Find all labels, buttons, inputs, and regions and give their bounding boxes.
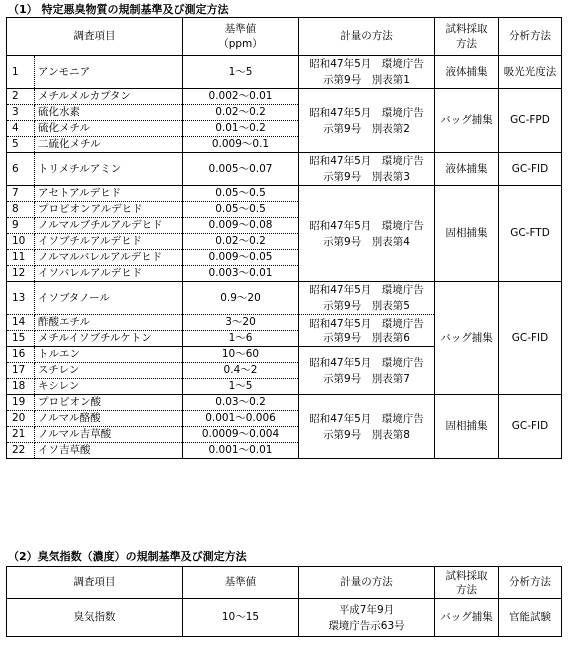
row-name: ノルマルブチルアルデヒド [35, 218, 183, 234]
header-sampling-line1: 試料採取 [445, 22, 488, 35]
row-number: 11 [7, 250, 35, 266]
row-name: ノルマル酪酸 [35, 411, 183, 427]
method-cell [299, 282, 435, 315]
row-number: 7 [7, 186, 35, 202]
method-cell [299, 599, 435, 637]
row-name: キシレン [35, 379, 183, 395]
row-number: 19 [7, 395, 35, 411]
row-standard: 1～5 [183, 56, 299, 89]
analysis-cell: GC-FTD [499, 186, 562, 282]
row-standard: 0.009～0.1 [183, 137, 299, 153]
table-row [7, 282, 562, 315]
row-number: 1 [7, 56, 35, 89]
sampling-cell: バッグ捕集 [435, 599, 499, 637]
method-cell [299, 395, 435, 459]
header-sampling-line2: 方法 [456, 37, 477, 50]
header-sampling-line2: 方法 [456, 583, 477, 596]
method-line: 示第9号 別表第4 [323, 235, 410, 248]
method-line: 平成7年9月 [338, 603, 395, 616]
row-name: イソブタノール [35, 282, 183, 315]
row-standard: 0.001～0.01 [183, 443, 299, 459]
table-row [7, 186, 562, 202]
row-name: メチルメルカプタン [35, 89, 183, 105]
row-name: イソバレルアルデヒド [35, 266, 183, 282]
header-sampling-line1: 試料採取 [445, 569, 488, 582]
method-line: 昭和47年5月 環境庁告 [309, 317, 424, 330]
row-name: トルエン [35, 347, 183, 363]
row-number: 22 [7, 443, 35, 459]
row-name: 硫化水素 [35, 105, 183, 121]
header-item: 調査項目 [7, 567, 183, 599]
row-standard: 1～6 [183, 331, 299, 347]
row-number: 2 [7, 89, 35, 105]
header-standard-line1: 基準値 [224, 22, 257, 35]
row-standard: 0.03～0.2 [183, 395, 299, 411]
table-header-row [7, 18, 562, 56]
row-name: イソブチルアルデヒド [35, 234, 183, 250]
sampling-cell: 固相捕集 [435, 395, 499, 459]
row-standard: 0.01～0.2 [183, 121, 299, 137]
analysis-cell: GC-FPD [499, 89, 562, 153]
row-number: 15 [7, 331, 35, 347]
table-row [7, 395, 562, 411]
row-name: 酢酸エチル [35, 315, 183, 331]
header-sampling [435, 567, 499, 599]
row-name: イソ吉草酸 [35, 443, 183, 459]
table-row [7, 599, 562, 637]
row-standard: 0.009～0.08 [183, 218, 299, 234]
method-line: 昭和47年5月 環境庁告 [309, 219, 424, 232]
row-name: スチレン [35, 363, 183, 379]
odor-index-standard: 10～15 [183, 599, 299, 637]
row-name: アンモニア [35, 56, 183, 89]
method-line: 示第9号 別表第6 [323, 331, 410, 344]
row-number: 4 [7, 121, 35, 137]
analysis-cell: GC-FID [499, 153, 562, 186]
row-name: プロピオン酸 [35, 395, 183, 411]
row-name: アセトアルデヒド [35, 186, 183, 202]
row-name: 二硫化メチル [35, 137, 183, 153]
header-item: 調査項目 [7, 18, 183, 56]
row-standard: 0.02～0.2 [183, 234, 299, 250]
row-standard: 1～5 [183, 379, 299, 395]
row-name: トリメチルアミン [35, 153, 183, 186]
header-analysis: 分析方法 [499, 18, 562, 56]
header-standard: 基準値 [183, 567, 299, 599]
row-standard: 0.02～0.2 [183, 105, 299, 121]
row-number: 12 [7, 266, 35, 282]
row-number: 18 [7, 379, 35, 395]
row-standard: 10～60 [183, 347, 299, 363]
header-standard-line2: （ppm） [218, 37, 263, 50]
method-line: 昭和47年5月 環境庁告 [309, 58, 424, 70]
row-number: 14 [7, 315, 35, 331]
method-line: 昭和47年5月 環境庁告 [309, 155, 424, 167]
method-line: 示第9号 別表第1 [323, 74, 410, 86]
row-standard: 0.005～0.07 [183, 153, 299, 186]
odor-index-item: 臭気指数 [7, 599, 183, 637]
odor-substances-table [6, 17, 562, 459]
method-line: 示第9号 別表第2 [323, 122, 410, 135]
row-standard: 0.009～0.05 [183, 250, 299, 266]
row-standard: 0.001～0.006 [183, 411, 299, 427]
method-cell [299, 347, 435, 395]
row-standard: 0.4～2 [183, 363, 299, 379]
row-number: 10 [7, 234, 35, 250]
header-method: 計量の方法 [299, 18, 435, 56]
sampling-cell: 液体捕集 [435, 153, 499, 186]
analysis-cell: 吸光光度法 [499, 56, 562, 89]
analysis-cell: 官能試験 [499, 599, 562, 637]
row-number: 9 [7, 218, 35, 234]
method-line: 示第9号 別表第8 [323, 428, 410, 441]
method-line: 昭和47年5月 環境庁告 [309, 412, 424, 425]
row-number: 21 [7, 427, 35, 443]
sampling-cell: 固相捕集 [435, 186, 499, 282]
analysis-cell: GC-FID [499, 282, 562, 395]
row-name: プロピオンアルデヒド [35, 202, 183, 218]
row-standard: 0.002～0.01 [183, 89, 299, 105]
sampling-cell: バッグ捕集 [435, 89, 499, 153]
section2-title: （2）臭気指数（濃度）の規制基準及び測定方法 [8, 550, 247, 563]
section1-title: （1） 特定悪臭物質の規制基準及び測定方法 [8, 3, 229, 16]
table-row [7, 153, 562, 186]
row-standard: 0.003～0.01 [183, 266, 299, 282]
odor-index-table [6, 566, 562, 637]
row-number: 13 [7, 282, 35, 315]
method-line: 示第9号 別表第3 [323, 171, 410, 183]
method-line: 昭和47年5月 環境庁告 [309, 356, 424, 369]
row-number: 8 [7, 202, 35, 218]
method-cell [299, 315, 435, 347]
method-line: 示第9号 別表第7 [323, 372, 410, 385]
header-standard [183, 18, 299, 56]
row-number: 17 [7, 363, 35, 379]
row-standard: 0.05～0.5 [183, 202, 299, 218]
table-header-row [7, 567, 562, 599]
table-row [7, 89, 562, 105]
row-standard: 0.0009～0.004 [183, 427, 299, 443]
method-line: 環境庁告示63号 [328, 619, 405, 632]
sampling-cell: バッグ捕集 [435, 282, 499, 395]
method-line: 昭和47年5月 環境庁告 [309, 106, 424, 119]
row-number: 20 [7, 411, 35, 427]
row-number: 16 [7, 347, 35, 363]
row-standard: 3～20 [183, 315, 299, 331]
row-name: ノルマルバレルアルデヒド [35, 250, 183, 266]
row-standard: 0.05～0.5 [183, 186, 299, 202]
sampling-cell: 液体捕集 [435, 56, 499, 89]
row-number: 3 [7, 105, 35, 121]
row-number: 5 [7, 137, 35, 153]
header-sampling [435, 18, 499, 56]
method-line: 示第9号 別表第5 [323, 300, 410, 312]
row-number: 6 [7, 153, 35, 186]
method-cell [299, 153, 435, 186]
row-name: メチルイソブチルケトン [35, 331, 183, 347]
method-cell [299, 186, 435, 282]
row-name: ノルマル吉草酸 [35, 427, 183, 443]
method-cell [299, 89, 435, 153]
header-method: 計量の方法 [299, 567, 435, 599]
method-cell [299, 56, 435, 89]
row-standard: 0.9～20 [183, 282, 299, 315]
method-line: 昭和47年5月 環境庁告 [309, 284, 424, 296]
row-name: 硫化メチル [35, 121, 183, 137]
table-row [7, 56, 562, 89]
header-analysis: 分析方法 [499, 567, 562, 599]
analysis-cell: GC-FID [499, 395, 562, 459]
